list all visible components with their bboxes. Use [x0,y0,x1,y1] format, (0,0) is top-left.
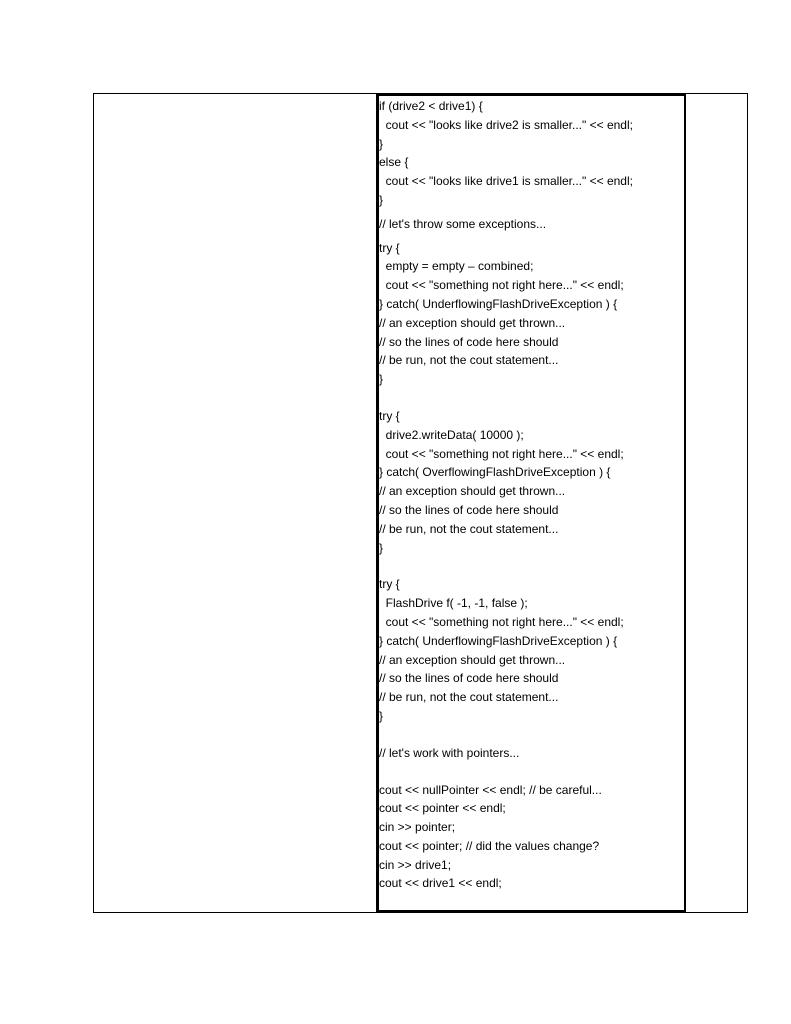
code-line: else { [379,155,409,170]
code-line: try { [379,577,400,592]
code-line: empty = empty – combined; [379,259,534,274]
code-line: cout << pointer << endl; [379,801,506,816]
code-line: } [379,372,384,387]
code-line: cin >> pointer; [379,820,456,835]
code-block [379,96,633,893]
code-line: } [379,708,384,723]
code-line: } [379,192,384,207]
code-line: // so the lines of code here should [379,334,559,349]
code-line: try { [379,240,400,255]
code-line: cout << "something not right here..." << endl; [379,278,624,293]
code-line: } catch( UnderflowingFlashDriveException ) { [379,633,618,648]
code-line: cout << nullPointer << endl; // be careful... [379,782,602,797]
code-line: drive2.writeData( 10000 ); [379,427,524,442]
code-line: // an exception should get thrown... [379,652,566,667]
code-line: cout << pointer; // did the values change? [379,838,600,853]
code-line: // let's work with pointers... [379,745,520,760]
code-line: } catch( UnderflowingFlashDriveException ) { [379,296,618,311]
left-cell [94,94,377,912]
right-cell [686,94,747,912]
code-line: cout << "looks like drive1 is smaller..." << endl; [379,174,633,189]
code-line: // be run, not the cout statement... [379,353,559,368]
code-line: cout << drive1 << endl; [379,876,502,891]
code-line: FlashDrive f( -1, -1, false ); [379,596,528,611]
code-line: // be run, not the cout statement... [379,690,559,705]
code-line: try { [379,408,400,423]
code-line: // an exception should get thrown... [379,484,566,499]
code-line: } catch( OverflowingFlashDriveException ) { [379,465,611,480]
code-line: // be run, not the cout statement... [379,521,559,536]
code-line: cout << "looks like drive2 is smaller..." << endl; [379,117,633,132]
code-line: if (drive2 < drive1) { [379,99,483,113]
code-line: cout << "something not right here..." << endl; [379,446,624,461]
code-line: cin >> drive1; [379,857,452,872]
code-line: cout << "something not right here..." << endl; [379,614,624,629]
code-line: // an exception should get thrown... [379,315,566,330]
code-line: // so the lines of code here should [379,502,559,517]
code-line: } [379,540,384,555]
code-line: } [379,136,384,151]
code-cell [377,94,686,912]
code-line: // so the lines of code here should [379,671,559,686]
code-line: // let's throw some exceptions... [379,216,547,231]
table [93,93,748,913]
